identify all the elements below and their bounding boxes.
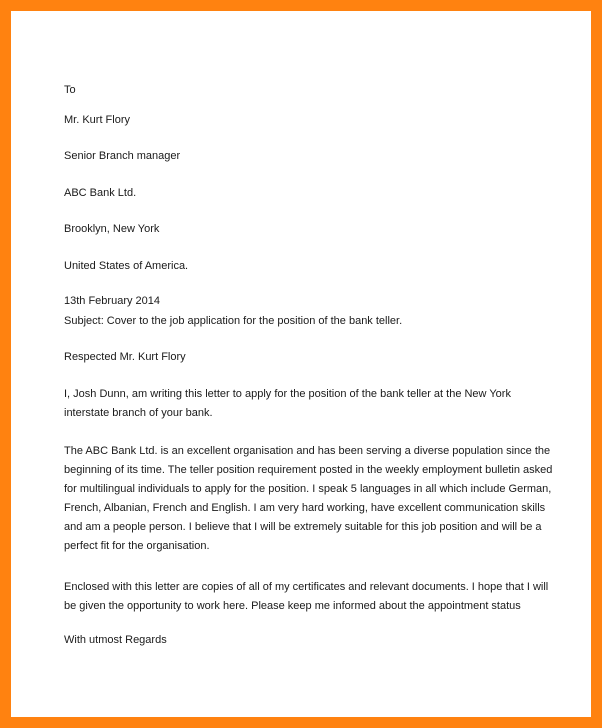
paragraph-intro: I, Josh Dunn, am writing this letter to apply for the position of the bank teller at the New York interstate branch of your bank. [64,388,511,419]
letter-subject: Subject: Cover to the job application for the position of the bank teller. [64,315,403,327]
recipient-city: Brooklyn, New York [64,223,160,235]
paragraph-qualifications: The ABC Bank Ltd. is an excellent organisation and has been serving a diverse population since the beginning of its time. The teller position requirement posted in the weekly employment bulletin asked for multilingual individuals to apply for the position. I speak 5 languages in all which include German, French, Albanian, French and English. I am very hard working, have excellent communication skills and am a people person. I believe that I will be extremely suitable for this job position and will be a perfect fit for the organisation. [64,445,553,552]
recipient-to: To [64,84,76,96]
paragraph-enclosures: Enclosed with this letter are copies of all of my certificates and relevant documents. I hope that I will be given the opportunity to work here. Please keep me informed about the appointment status [64,581,549,612]
salutation: Respected Mr. Kurt Flory [64,351,186,363]
letter-date: 13th February 2014 [64,295,161,307]
recipient-name: Mr. Kurt Flory [64,114,131,126]
recipient-title: Senior Branch manager [64,150,181,162]
recipient-company: ABC Bank Ltd. [64,187,137,199]
closing: With utmost Regards [64,634,167,646]
recipient-country: United States of America. [64,260,189,272]
